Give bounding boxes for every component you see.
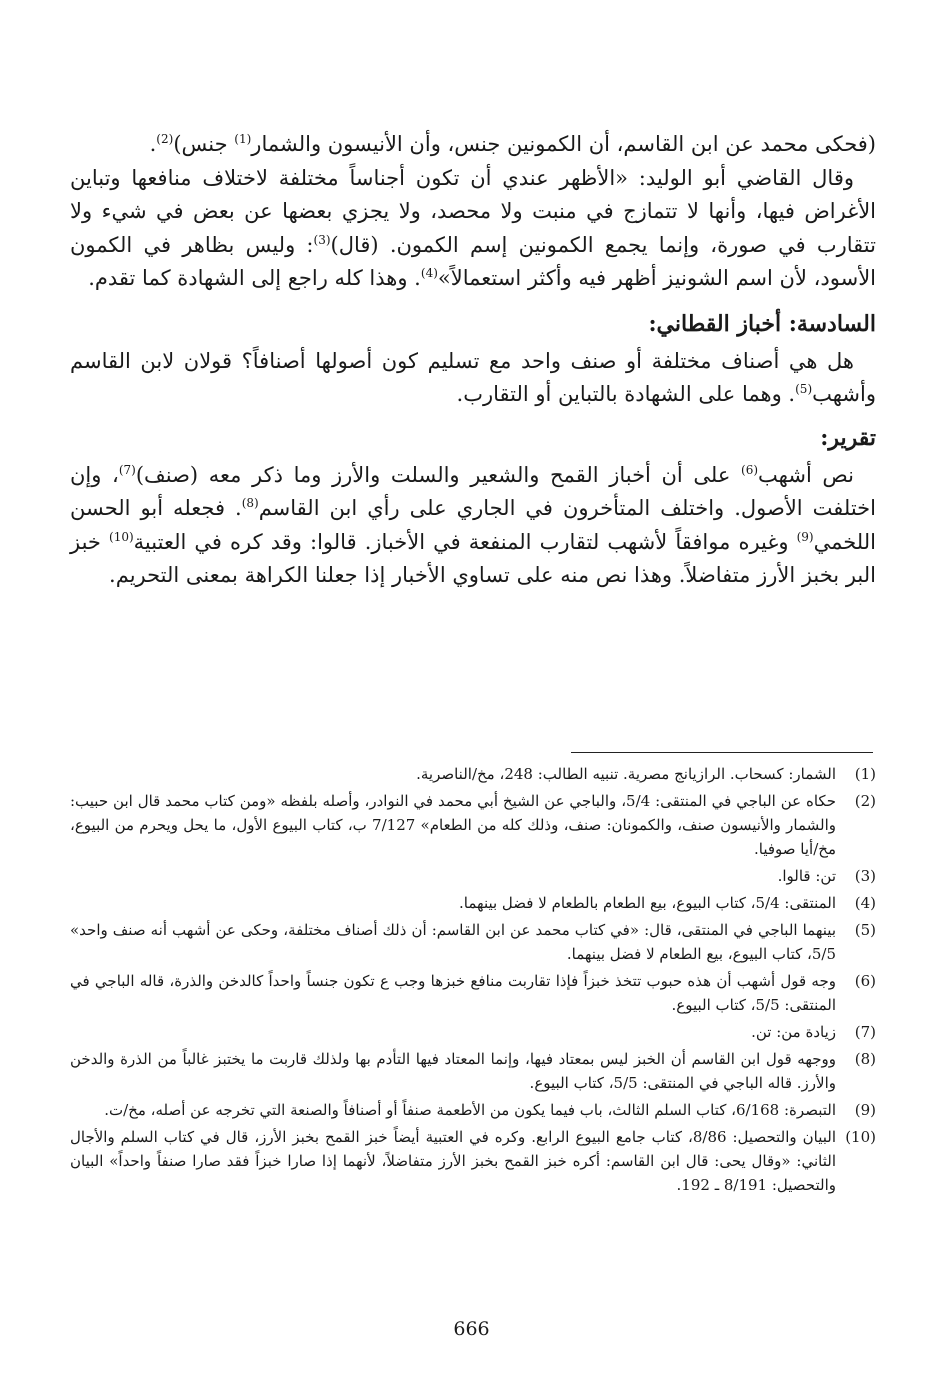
footnote-number: (8)	[854, 1050, 876, 1068]
footnote-text: البيان والتحصيل: 8/86، كتاب جامع البيوع الرابع. وكره في العتبية أيضاً خبز القمح بخبز الأرز، قال في كتاب السلم والأجال الثاني: «وقال يحى: قال ابن القاسم: أكره خبز القمح بخبز الأرز متفاضلاً، لأنهما إذا صارا خبزاً فقد صارا صنفاً واحداً» البيان والتحصيل: 8/191 ـ 192.	[70, 1128, 836, 1194]
footnote-text: حكاه عن الباجي في المنتقى: 5/4، والباجي عن الشيخ أبي محمد في النوادر، وأصله بلفظه «ومن كتاب محمد قال ابن حبيب: والشمار والأنيسون صنف، والكمونان: صنف، وذلك كله من الطعام» 7/127 ب، كتاب البيوع الأول، ما يحل ويحرم من البيوع، مخ/أيا صوفيا.	[70, 792, 837, 858]
footnote-ref-3[interactable]: (3)	[313, 232, 331, 247]
footnote-ref-5[interactable]: (5)	[795, 382, 813, 396]
footnote-number: (7)	[854, 1023, 876, 1041]
footnote-number: (1)	[854, 765, 876, 783]
footnote-item	[70, 1125, 876, 1197]
footnote-text: بينهما الباجي في المنتقى، قال: «في كتاب محمد عن ابن القاسم: أن ذلك أصناف مختلفة، وحكى عن أشهب أنه صنف واحد» 5/5، كتاب البيوع، بيع الطعام لا فضل بينهما.	[70, 921, 836, 963]
footnote-item	[70, 1047, 876, 1095]
footnote-ref-7[interactable]: (7)	[118, 462, 136, 477]
paragraph-2: وقال القاضي أبو الوليد: «الأظهر عندي أن تكون أجناساً مختلفة لاختلاف منافعها وتباين الأغراض فيها، وأنها لا تتمازج في منبت ولا محصد، ولا يجزي بعضها عن بعض في شيء ولا تتقارب في صورة، وإنما يجمع الكمونين إسم الكمون. (قال)$^{(3)}$: وليس بظاهر في الكمون الأسود، لأن اسم الشونيز أظهر فيه وأكثر استعمالاً»$^{(4)}$. وهذا كله راجع إلى الشهادة كما تقدم.	[70, 165, 876, 290]
footnote-text: المنتقى: 5/4، كتاب البيوع، بيع الطعام بالطعام لا فضل بينهما.	[459, 894, 836, 912]
footnote-text: التبصرة: 6/168، كتاب السلم الثالث، باب فيما يكون من الأطعمة صنفاً أو أصنافاً والصنعة التي تخرجه عن أصله، مخ/ت.	[104, 1101, 836, 1119]
footnote-number: (9)	[854, 1101, 876, 1119]
footnote-divider	[571, 752, 873, 753]
main-text	[70, 128, 876, 593]
footnote-item	[70, 864, 876, 888]
section-heading-report: تقرير:	[820, 424, 876, 451]
paragraph-3: هل هي أصناف مختلفة أو صنف واحد مع تسليم كون أصولها أصنافاً؟ قولان لابن القاسم وأشهب$^{(5)}$. وهما على الشهادة بالتباين أو التقارب.	[70, 348, 876, 406]
paragraph-4: نص أشهب$^{(6)}$ على أن أخباز القمح والشعير والسلت والأرز وما ذكر معه (صنف)$^{(7)}$، وإن اختلفت الأصول. واختلف المتأخرون في الجاري على رأي ابن القاسم$^{(8)}$. فجعله أبو الحسن اللخمي$^{(9)}$ وغيره موافقاً لأشهب لتقارب المنفعة في الأخباز. قالوا: وقد كره في العتبية$^{(10)}$ خبز البر بخبز الأرز متفاضلاً. وهذا نص منه على تساوي الأخبار إذا جعلنا الكراهة بمعنى التحريم.	[70, 462, 876, 587]
section-heading-sixth: السادسة: أخباز القطاني:	[648, 310, 876, 337]
footnote-text: ووجهه قول ابن القاسم أن الخبز ليس بمعتاد فيها، وإنما المعتاد فيها التأدم بها ولذلك قاربت ما يختبز غالباً من الذرة والدخن والأرز. قاله الباجي في المنتقى: 5/5، كتاب البيوع.	[70, 1050, 836, 1092]
footnote-item	[70, 1098, 876, 1122]
footnote-number: (3)	[854, 867, 876, 885]
footnote-item	[70, 762, 876, 786]
footnote-number: (10)	[845, 1128, 876, 1146]
footnote-number: (4)	[854, 894, 876, 912]
footnote-text: الشمار: كسحاب. الرازيانج مصرية. تنبيه الطالب: 248، مخ/الناصرية.	[416, 765, 836, 783]
footnote-ref-4[interactable]: (4)	[420, 266, 438, 280]
footnote-ref-8[interactable]: (8)	[241, 496, 259, 510]
footnote-text: وجه قول أشهب أن هذه حبوب تتخذ خبزاً فإذا تقاربت منافع خبزها وجب ع تكون جنساً واحداً كالدخن والذرة، قاله الباجي في المنتقى: 5/5، كتاب البيوع.	[70, 972, 836, 1014]
footnote-text: تن: قالوا.	[777, 867, 836, 885]
footnote-ref-9[interactable]: (9)	[796, 529, 814, 544]
footnote-number: (6)	[854, 972, 876, 990]
footnote-item	[70, 918, 876, 966]
footnote-item	[70, 891, 876, 915]
footnote-ref-2[interactable]: (2)	[156, 132, 174, 146]
paragraph-1: (فحكى محمد عن ابن القاسم، أن الكمونين جنس، وأن الأنيسون والشمار$^{(1)}$ جنس)$^{(2)}$.	[149, 132, 876, 156]
footnote-item	[70, 789, 876, 861]
footnote-item	[70, 1020, 876, 1044]
footnote-number: (2)	[854, 792, 876, 810]
footnote-number: (5)	[854, 921, 876, 939]
footnote-ref-6[interactable]: (6)	[741, 462, 759, 477]
footnote-ref-10[interactable]: (10)	[109, 529, 134, 544]
footnote-ref-1[interactable]: (1)	[234, 132, 252, 146]
page-number: 666	[453, 1318, 490, 1340]
footnotes	[70, 762, 876, 1200]
footnote-item	[70, 969, 876, 1017]
footnote-text: زيادة من: تن.	[751, 1023, 836, 1041]
